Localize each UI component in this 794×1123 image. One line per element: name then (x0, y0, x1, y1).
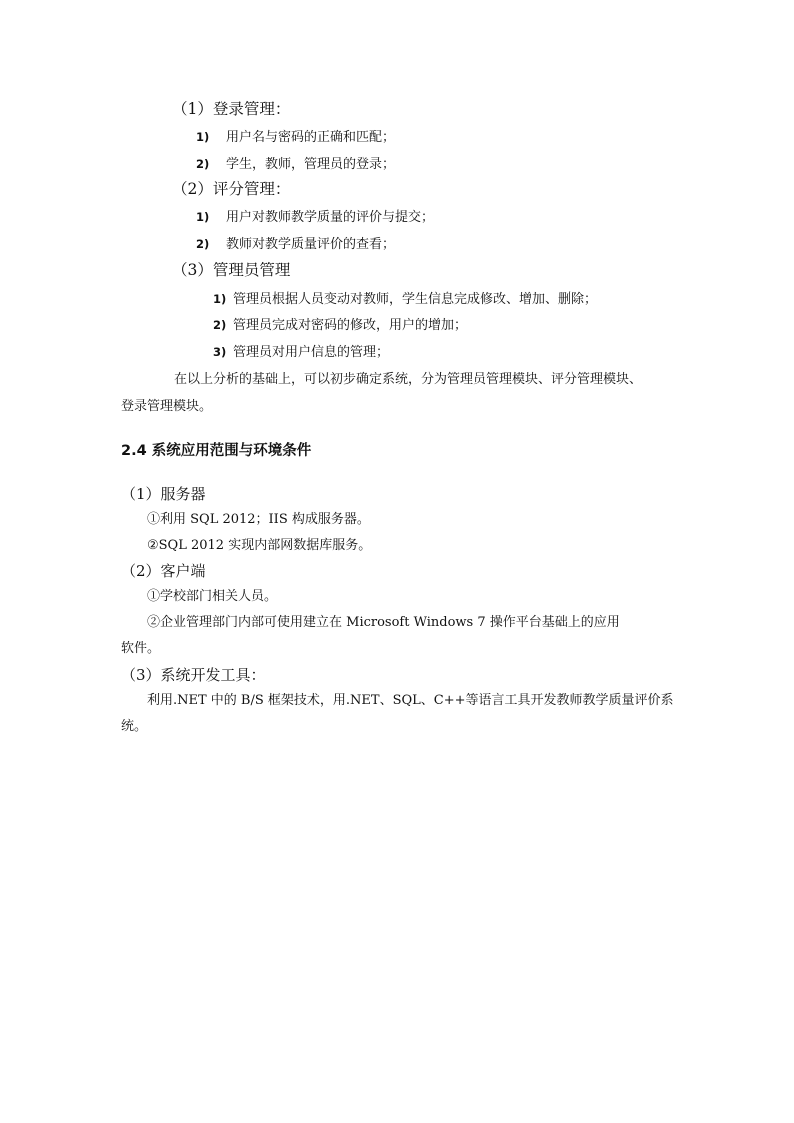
list-item (213, 319, 467, 332)
subsection-title-client: （2）客户端 (121, 562, 206, 580)
paragraph-line: ②SQL 2012 实现内部网数据库服务。 (147, 538, 372, 553)
list-item-number: 1) (196, 210, 210, 224)
list-item-text: 管理员对用户信息的管理； (233, 345, 390, 360)
list-item-text: 用户对教师教学质量的评价与提交； (226, 210, 435, 225)
summary-paragraph-line: 在以上分析的基础上，可以初步确定系统，分为管理员管理模块、评分管理模块、 (174, 372, 643, 387)
list-item (213, 293, 597, 306)
paragraph-line: ①学校部门相关人员。 (147, 589, 278, 604)
group-title-login: （1）登录管理： (172, 100, 291, 118)
list-item (196, 131, 395, 144)
group-title-scoring: （2）评分管理： (172, 180, 291, 198)
list-item-number: 1) (196, 130, 210, 144)
paragraph-line: 利用.NET 中的 B/S 框架技术，用.NET、SQL、C++等语言工具开发教师教学质量评价系 (147, 693, 674, 708)
list-item-number: 3) (213, 345, 227, 359)
list-item-number: 1) (213, 292, 227, 306)
section-heading: 2.4 系统应用范围与环境条件 (121, 443, 312, 459)
list-item-text: 学生，教师，管理员的登录； (226, 157, 396, 172)
list-item-text: 教师对教学质量评价的查看； (226, 237, 396, 252)
list-item-text: 管理员完成对密码的修改，用户的增加； (233, 318, 468, 333)
list-item-text: 用户名与密码的正确和匹配； (226, 130, 396, 145)
list-item-number: 2) (196, 157, 210, 171)
paragraph-line: 统。 (121, 719, 148, 734)
list-item (213, 346, 389, 359)
list-item (196, 238, 395, 251)
subsection-title-tools: （3）系统开发工具： (121, 666, 266, 684)
summary-paragraph-line: 登录管理模块。 (121, 399, 213, 414)
group-title-admin: （3）管理员管理 (172, 261, 291, 279)
list-item-number: 2) (196, 237, 210, 251)
list-item (196, 211, 434, 224)
list-item-text: 管理员根据人员变动对教师，学生信息完成修改、增加、删除； (233, 292, 598, 307)
list-item-number: 2) (213, 318, 227, 332)
list-item (196, 158, 395, 171)
paragraph-line: 软件。 (121, 641, 161, 656)
subsection-title-server: （1）服务器 (121, 485, 206, 503)
paragraph-line: ②企业管理部门内部可使用建立在 Microsoft Windows 7 操作平台基础上的应用 (147, 615, 620, 630)
paragraph-line: ①利用 SQL 2012；IIS 构成服务器。 (147, 512, 370, 527)
